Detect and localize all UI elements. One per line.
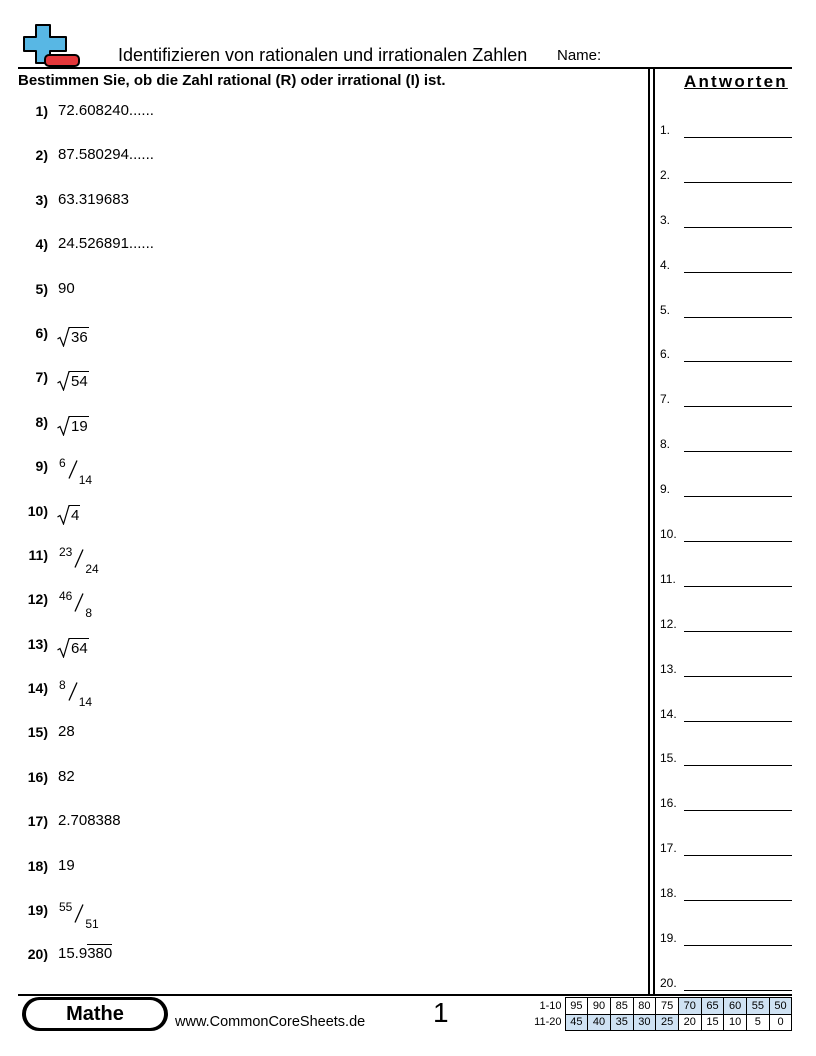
square-root-expression xyxy=(57,371,89,391)
denominator: 24 xyxy=(85,561,99,576)
subject-label: Mathe xyxy=(26,1000,164,1028)
question-item xyxy=(18,590,618,634)
score-cell: 60 xyxy=(724,998,747,1015)
question-item xyxy=(18,945,618,989)
radicand: 36 xyxy=(71,328,88,346)
fraction-slash-icon xyxy=(74,593,84,612)
answer-row xyxy=(660,345,792,390)
radical-sign-icon xyxy=(57,371,70,391)
answer-column-divider xyxy=(648,68,650,995)
answer-label: 13. xyxy=(660,661,677,676)
numerator: 8 xyxy=(59,678,66,693)
denominator: 51 xyxy=(85,917,99,932)
question-number: 16) xyxy=(27,768,48,785)
score-cell: 95 xyxy=(565,998,588,1015)
fraction xyxy=(59,901,99,931)
answer-label: 6. xyxy=(660,347,671,362)
answer-row xyxy=(660,570,792,615)
answer-row xyxy=(660,480,792,525)
radicand: 54 xyxy=(71,373,88,391)
fraction-slash-icon xyxy=(74,549,84,568)
question-number: 1) xyxy=(35,103,48,119)
answer-row xyxy=(660,929,792,974)
question-item xyxy=(18,502,618,546)
answer-row xyxy=(660,525,792,570)
repeating-decimal xyxy=(58,945,112,963)
answer-label: 17. xyxy=(660,841,677,856)
answer-label: 20. xyxy=(660,975,677,990)
question-value: 82 xyxy=(58,767,75,785)
question-number: 14) xyxy=(27,680,48,697)
answer-row xyxy=(660,839,792,884)
answer-row xyxy=(660,390,792,435)
question-item xyxy=(18,102,618,146)
question-item xyxy=(18,324,618,368)
answer-blank xyxy=(684,406,792,407)
score-cell: 20 xyxy=(678,1014,701,1031)
question-value: 87.580294...... xyxy=(58,146,154,164)
answer-row xyxy=(660,660,792,705)
answer-label: 3. xyxy=(660,212,671,227)
score-cell: 75 xyxy=(656,998,679,1015)
answer-blank xyxy=(684,496,792,497)
score-cell: 5 xyxy=(747,1014,770,1031)
answer-blank xyxy=(684,676,792,677)
score-cell: 70 xyxy=(678,998,701,1015)
question-item xyxy=(18,679,618,723)
radical-sign-icon xyxy=(57,505,70,525)
radicand: 4 xyxy=(71,506,80,524)
question-item xyxy=(18,635,618,679)
score-cell: 85 xyxy=(610,998,633,1015)
question-item xyxy=(18,768,618,812)
question-number: 18) xyxy=(27,857,48,874)
radical-sign-icon xyxy=(57,638,70,658)
question-item xyxy=(18,901,618,945)
question-value: 90 xyxy=(58,279,75,297)
fraction-slash-icon xyxy=(74,904,84,923)
answer-row xyxy=(660,121,792,166)
question-number: 11) xyxy=(28,546,48,563)
score-row xyxy=(528,1014,792,1031)
score-cell: 15 xyxy=(701,1014,724,1031)
answer-column-divider xyxy=(653,68,655,995)
answer-blank xyxy=(684,317,792,318)
question-number: 5) xyxy=(35,280,48,297)
fraction xyxy=(59,679,92,709)
answer-blank xyxy=(684,855,792,856)
score-cell: 40 xyxy=(588,1014,611,1031)
score-cell: 10 xyxy=(724,1014,747,1031)
answer-label: 1. xyxy=(660,123,671,137)
square-root-expression xyxy=(57,505,80,525)
answer-blank xyxy=(684,137,792,138)
question-number: 4) xyxy=(35,236,48,253)
subject-badge xyxy=(22,997,168,1031)
question-value: 19 xyxy=(58,856,75,874)
question-value: 63.319683 xyxy=(58,190,129,208)
answer-blank xyxy=(684,765,792,766)
question-number: 8) xyxy=(35,413,48,430)
radicand: 19 xyxy=(71,417,88,435)
numerator: 6 xyxy=(59,456,66,471)
radical-sign-icon xyxy=(57,327,70,347)
score-cell: 80 xyxy=(633,998,656,1015)
score-table xyxy=(528,997,792,1031)
numerator: 55 xyxy=(59,900,73,915)
answer-row xyxy=(660,749,792,794)
answer-label: 12. xyxy=(660,616,677,631)
question-number: 20) xyxy=(27,946,48,963)
answer-label: 7. xyxy=(660,392,671,407)
score-row-label: 11-20 xyxy=(534,1016,562,1029)
answer-blank xyxy=(684,182,792,183)
question-item xyxy=(18,857,618,901)
question-number: 15) xyxy=(27,724,48,741)
answer-label: 11. xyxy=(660,571,676,586)
answer-blank xyxy=(684,900,792,901)
question-number: 9) xyxy=(35,458,48,475)
question-item xyxy=(18,146,618,190)
denominator: 14 xyxy=(78,473,93,488)
answer-label: 5. xyxy=(660,302,671,317)
page-number: 1 xyxy=(433,997,449,1028)
website-text: www.CommonCoreSheets.de xyxy=(175,1014,366,1030)
denominator: 8 xyxy=(85,606,93,621)
denominator: 14 xyxy=(78,695,93,710)
answer-row xyxy=(660,615,792,660)
answer-label: 2. xyxy=(660,167,671,182)
radical-sign-icon xyxy=(57,416,70,436)
answer-row xyxy=(660,301,792,346)
question-item xyxy=(18,457,618,501)
score-cell: 0 xyxy=(769,1014,792,1031)
square-root-expression xyxy=(57,416,89,436)
plus-minus-logo-icon xyxy=(20,22,82,68)
answer-blank xyxy=(684,541,792,542)
instructions: Bestimmen Sie, ob die Zahl rational (R) oder irrational (I) ist. xyxy=(18,72,446,89)
answer-label: 4. xyxy=(660,257,671,272)
question-number: 12) xyxy=(27,591,48,608)
question-number: 3) xyxy=(35,191,48,208)
question-value: 72.608240...... xyxy=(58,102,154,119)
answers-heading: Antworten xyxy=(684,72,788,91)
answer-row xyxy=(660,884,792,929)
answer-list xyxy=(660,121,792,1019)
question-item xyxy=(18,191,618,235)
answer-label: 16. xyxy=(660,796,677,811)
score-cell: 45 xyxy=(565,1014,588,1031)
score-cell: 90 xyxy=(588,998,611,1015)
score-row-label: 1-10 xyxy=(539,999,562,1012)
fraction xyxy=(59,457,92,487)
non-repeating-part: 15.9 xyxy=(58,945,88,963)
question-item xyxy=(18,723,618,767)
question-value: 24.526891...... xyxy=(58,235,154,253)
fraction-slash-icon xyxy=(68,460,78,479)
question-item xyxy=(18,413,618,457)
score-cell: 25 xyxy=(656,1014,679,1031)
score-cell: 65 xyxy=(701,998,724,1015)
answer-blank xyxy=(684,586,792,587)
answer-row xyxy=(660,705,792,750)
name-label: Name: xyxy=(557,47,602,64)
square-root-expression xyxy=(57,327,89,347)
score-row xyxy=(528,998,792,1015)
fraction-slash-icon xyxy=(68,682,78,701)
question-number: 19) xyxy=(27,902,48,919)
radicand: 64 xyxy=(71,639,88,657)
score-cell: 55 xyxy=(747,998,770,1015)
question-item xyxy=(18,812,618,856)
score-cell: 30 xyxy=(633,1014,656,1031)
answer-blank xyxy=(684,361,792,362)
footer-divider xyxy=(18,994,792,996)
answer-row xyxy=(660,256,792,301)
answer-label: 9. xyxy=(660,482,671,497)
answer-label: 18. xyxy=(660,886,677,901)
question-value: 2.708388 xyxy=(58,812,121,830)
header-divider xyxy=(18,67,792,69)
question-value: 28 xyxy=(58,723,75,741)
question-item xyxy=(18,546,618,590)
answer-row xyxy=(660,435,792,480)
square-root-expression xyxy=(57,638,89,658)
answer-blank xyxy=(684,945,792,946)
numerator: 46 xyxy=(59,589,73,604)
answer-blank xyxy=(684,810,792,811)
answer-blank xyxy=(684,451,792,452)
answer-label: 8. xyxy=(660,437,671,452)
answer-label: 14. xyxy=(660,706,677,721)
repeating-part: 380 xyxy=(87,945,113,963)
question-item xyxy=(18,235,618,279)
answer-label: 15. xyxy=(660,751,677,766)
answer-row xyxy=(660,794,792,839)
answer-label: 19. xyxy=(660,931,677,946)
question-number: 7) xyxy=(35,369,48,386)
worksheet-title: Identifizieren von rationalen und irrationalen Zahlen xyxy=(118,45,528,65)
score-cell: 35 xyxy=(610,1014,633,1031)
answer-blank xyxy=(684,990,792,991)
question-number: 13) xyxy=(27,635,48,652)
answer-row xyxy=(660,166,792,211)
answer-blank xyxy=(684,721,792,722)
question-number: 2) xyxy=(35,147,48,164)
numerator: 23 xyxy=(59,544,73,559)
answer-blank xyxy=(684,227,792,228)
question-item xyxy=(18,368,618,412)
question-number: 6) xyxy=(35,324,48,341)
question-list xyxy=(18,102,618,990)
question-number: 10) xyxy=(27,502,48,519)
question-number: 17) xyxy=(27,813,48,830)
question-item xyxy=(18,280,618,324)
answer-row xyxy=(660,211,792,256)
score-cell: 50 xyxy=(769,998,792,1015)
answer-blank xyxy=(684,272,792,273)
answer-label: 10. xyxy=(660,527,677,542)
fraction xyxy=(59,546,99,576)
answer-blank xyxy=(684,631,792,632)
fraction xyxy=(59,590,92,620)
